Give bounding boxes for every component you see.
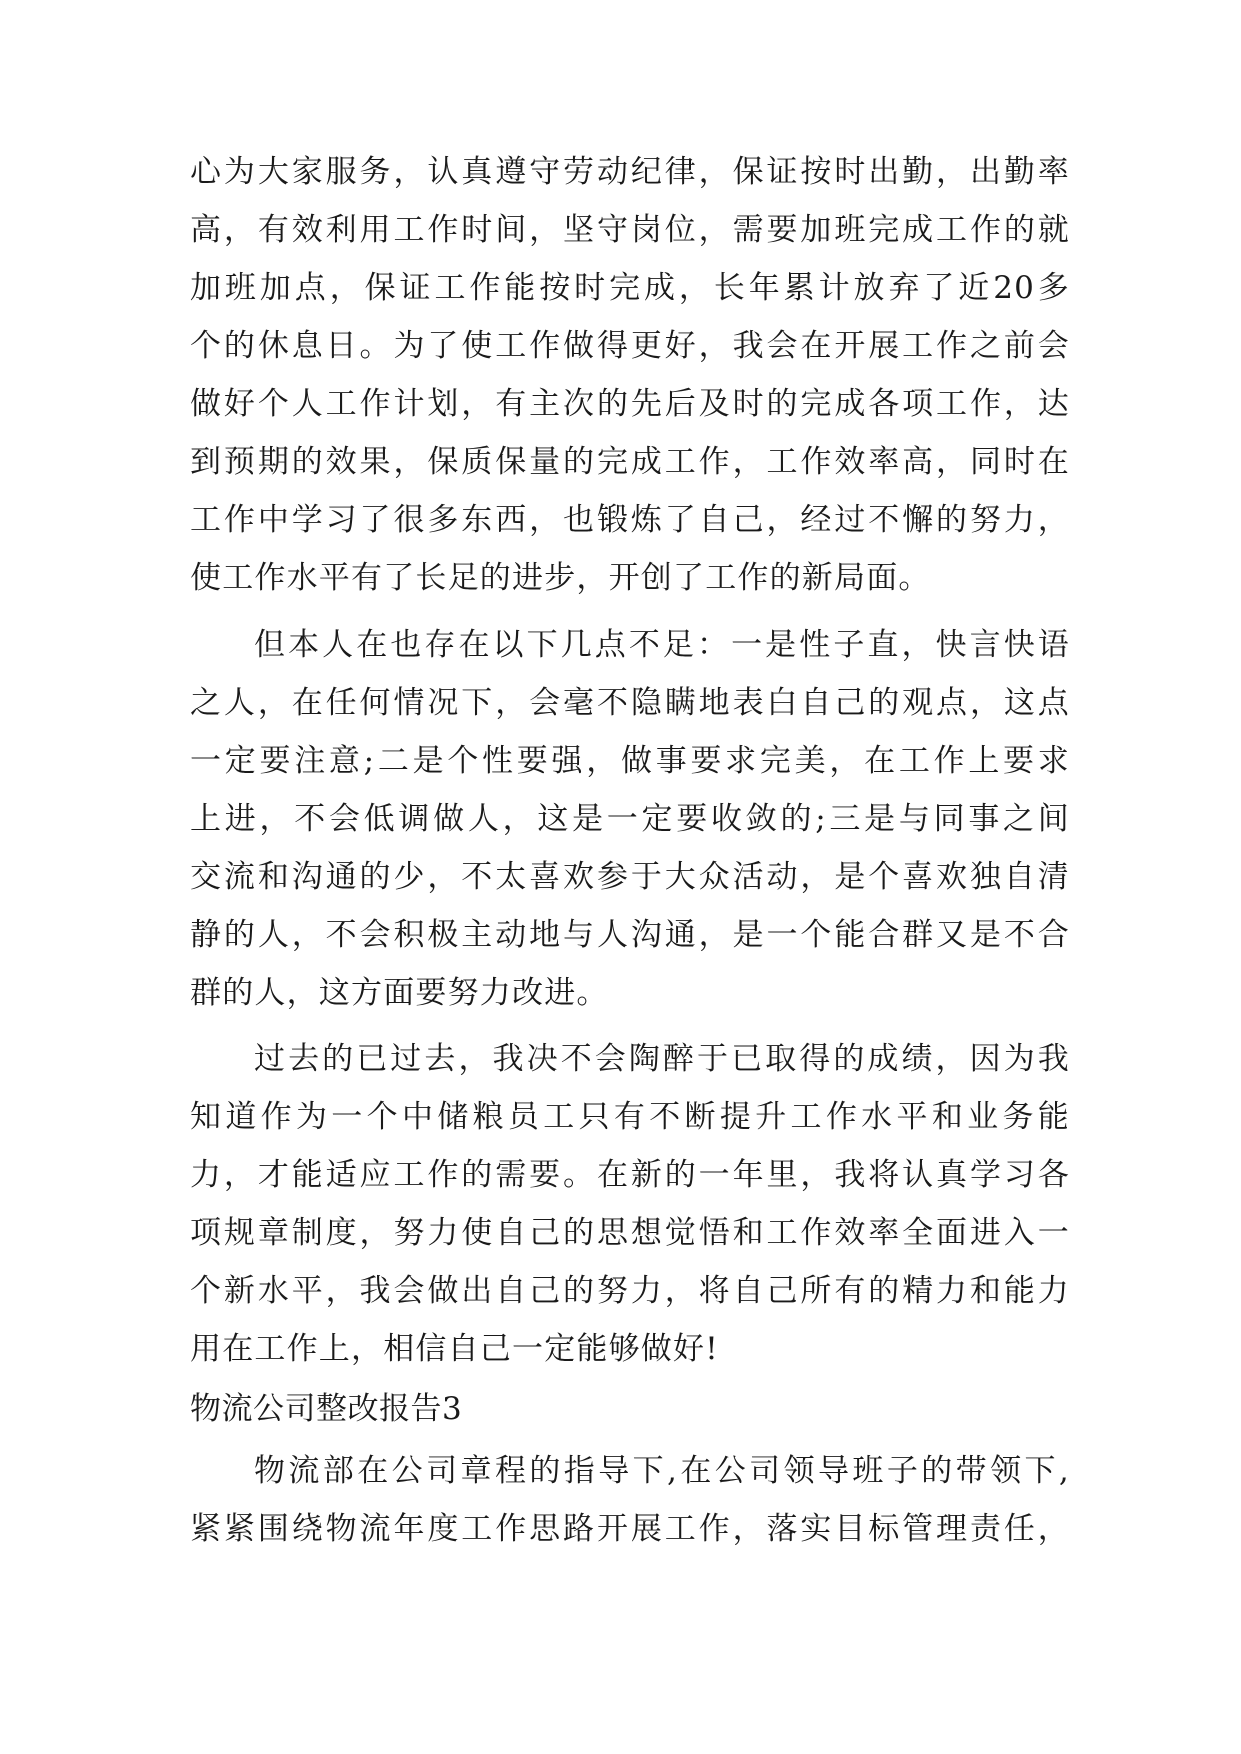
- paragraph-line: 群的人，这方面要努力改进。: [190, 975, 609, 1011]
- paragraph-line: 项规章制度，努力使自己的思想觉悟和工作效率全面进入一: [190, 1215, 1070, 1251]
- paragraph-line: 之人，在任何情况下，会毫不隐瞒地表白自己的观点，这点: [190, 685, 1070, 721]
- paragraph-line: 个新水平，我会做出自己的努力，将自己所有的精力和能力: [190, 1273, 1070, 1309]
- paragraph-line: 高，有效利用工作时间，坚守岗位，需要加班完成工作的就: [190, 212, 1070, 248]
- paragraph-line: 做好个人工作计划，有主次的先后及时的完成各项工作，达: [190, 386, 1070, 422]
- paragraph-line: 上进，不会低调做人，这是一定要收敛的;三是与同事之间: [190, 801, 1070, 837]
- paragraph-line: 知道作为一个中储粮员工只有不断提升工作水平和业务能: [190, 1099, 1070, 1135]
- paragraph-line: 但本人在也存在以下几点不足：一是性子直，快言快语: [254, 627, 1070, 663]
- section-heading: 物流公司整改报告3: [190, 1391, 463, 1427]
- paragraph-line: 力，才能适应工作的需要。在新的一年里，我将认真学习各: [190, 1157, 1070, 1193]
- paragraph-line: 使工作水平有了长足的进步，开创了工作的新局面。: [190, 560, 931, 596]
- paragraph-line: 物流部在公司章程的指导下,在公司领导班子的带领下,: [254, 1453, 1070, 1489]
- paragraph-line: 用在工作上，相信自己一定能够做好!: [190, 1331, 719, 1367]
- paragraph-line: 一定要注意;二是个性要强，做事要求完美，在工作上要求: [190, 743, 1070, 779]
- paragraph-line: 个的休息日。为了使工作做得更好，我会在开展工作之前会: [190, 328, 1070, 364]
- paragraph-line: 工作中学习了很多东西，也锻炼了自己，经过不懈的努力，: [190, 502, 1070, 538]
- paragraph-line: 到预期的效果，保质保量的完成工作，工作效率高，同时在: [190, 444, 1070, 480]
- paragraph-line: 紧紧围绕物流年度工作思路开展工作，落实目标管理责任，: [190, 1511, 1070, 1547]
- paragraph-line: 交流和沟通的少，不太喜欢参于大众活动，是个喜欢独自清: [190, 859, 1070, 895]
- paragraph-line: 过去的已过去，我决不会陶醉于已取得的成绩，因为我: [254, 1041, 1070, 1077]
- paragraph-line: 静的人，不会积极主动地与人沟通，是一个能合群又是不合: [190, 917, 1070, 953]
- paragraph-line: 加班加点，保证工作能按时完成，长年累计放弃了近20多: [190, 270, 1070, 306]
- paragraph-line: 心为大家服务，认真遵守劳动纪律，保证按时出勤，出勤率: [190, 154, 1070, 190]
